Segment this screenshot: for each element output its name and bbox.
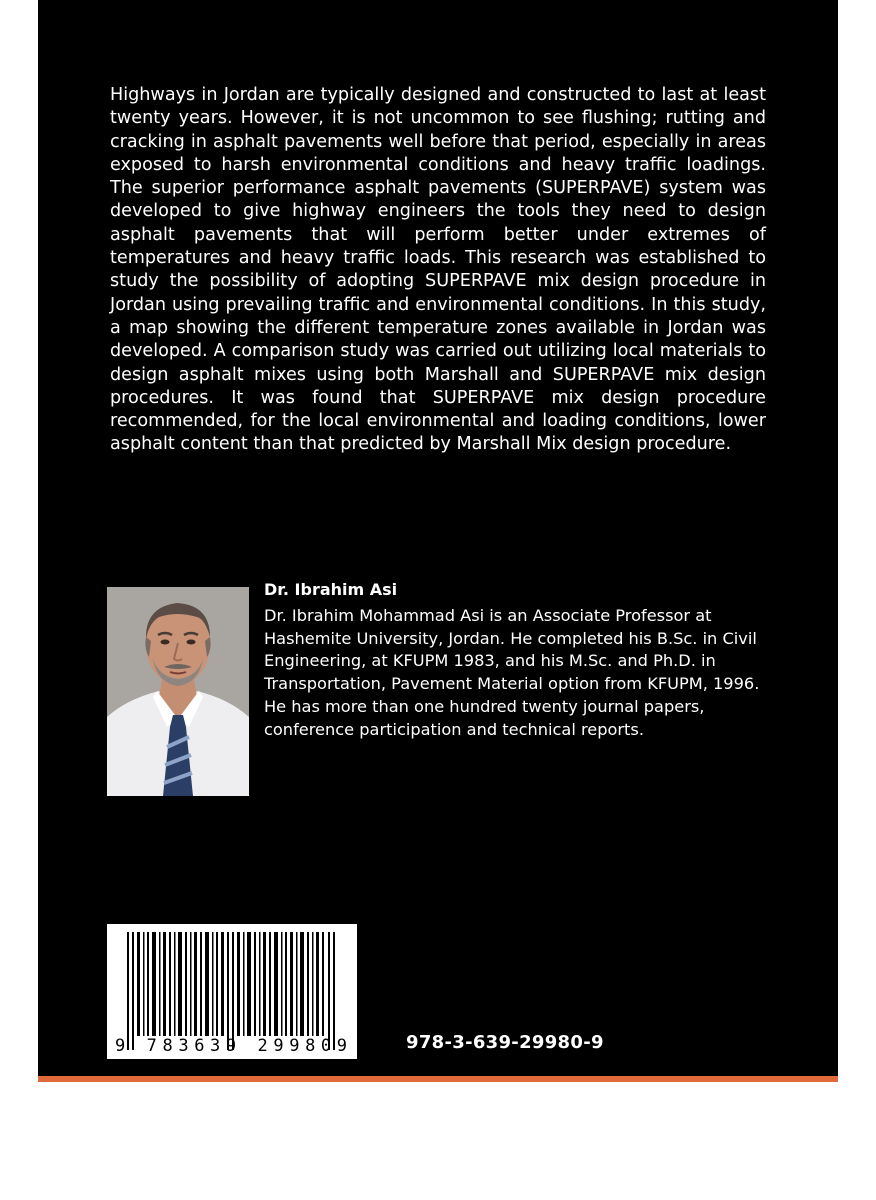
barcode-digits: 9 783639 299809 [115,1036,347,1056]
author-bio: Dr. Ibrahim Mohammad Asi is an Associate Professor at Hashemite University, Jordan. He completed his B.Sc. in Civil Engineering, at KFUPM 1983, and his M.Sc. and Ph.D. in Transportation, Pavement Material option from KFUPM, 1996. He has more than one hundred twenty journal papers, conference participation and technical reports. [264,606,760,739]
isbn-number: 978-3-639-29980-9 [406,1032,604,1053]
accent-bar [38,1076,838,1082]
isbn-barcode [107,924,357,1059]
book-blurb: Highways in Jordan are typically designed and constructed to last at least twenty years. However, it is not uncommon to see flushing; rutting and cracking in asphalt pavements well before that period, especially in areas exposed to harsh environmental conditions and heavy traffic loadings. The superior performance asphalt pavements (SUPERPAVE) system was developed to give highway engineers the tools they need to design asphalt pavements that will perform better under extremes of temperatures and heavy traffic loads. This research was established to study the possibility of adopting SUPERPAVE mix design procedure in Jordan using prevailing traffic and environmental conditions. In this study, a map showing the different temperature zones available in Jordan was developed. A comparison study was carried out utilizing local materials to design asphalt mixes using both Marshall and SUPERPAVE mix design procedures. It was found that SUPERPAVE mix design procedure recommended, for the local environmental and loading conditions, lower asphalt content than that predicted by Marshall Mix design procedure. [110,85,766,455]
back-cover [38,0,838,1076]
author-photo [107,587,249,796]
author-name: Dr. Ibrahim Asi [264,580,398,599]
